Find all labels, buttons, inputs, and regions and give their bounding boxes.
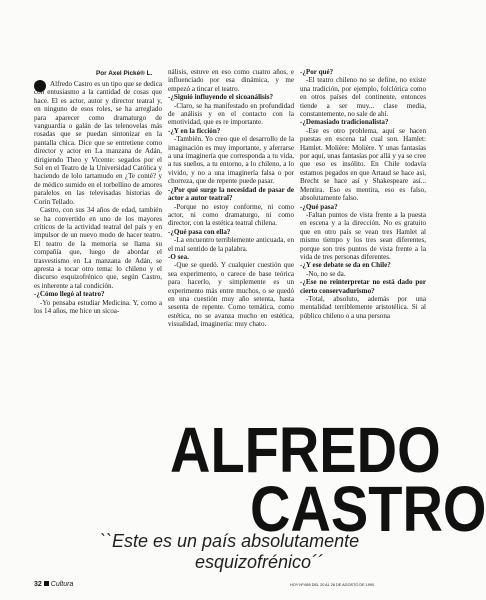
paragraph: -La encuentro terriblemente anticuada, en el mal sentido de la palabra. [168, 236, 294, 253]
pull-quote-line-1: ``Este es un país absolutamente [100, 531, 360, 551]
paragraph: -Que se quedó. Y cualquier cuestión que sea experimento, o carece de base teórica para hacerlo, y simplemente es un experimento más entre muchos, o se quedó en una cuestión muy año setenta, hasta sesenta de repente. Como temática, como estética, no se avanza mucho en estética, visualidad, imaginería: muy chato. [168, 261, 294, 329]
interview-question: -¿Ese no reinterpretar no está dado por cierto conservadurismo? [300, 278, 426, 295]
page-footer [34, 581, 73, 588]
column-2 [168, 68, 294, 329]
paragraph: -Total, absoluto, además por una mentalidad terriblemente aristotélica. Si al público chileno o a una persona [300, 294, 426, 320]
headline-line-2: CASTRO [250, 472, 486, 545]
paragraph: -También. Yo creo que el desarrollo de la imaginación es muy importante, y aferrarse a una imaginería que corresponda a tu vida, a tus sueños, a tu entorno, a lo chileno, a lo vivido, y no a una imaginería falsa o por chorreza, que de repente puede pasar. [168, 135, 294, 186]
interview-question: -¿Cómo llegó al teatro? [34, 290, 105, 299]
paragraph: -No, no se da. [306, 269, 346, 278]
interview-question: -¿Siguió influyendo el sicoanálisis? [168, 93, 274, 102]
paragraph: Alfredo Castro es un tipo que se dedica con entusiasmo a la cantidad de cosas que hace. El es actor, autor y director teatral y, en ninguno de esos roles, se ha arreglado para aparecer como dramaturgo de vanguardia o galán de las telenovelas más rosadas que se puedan sintonizar en la pantalla chica. Dice que se entretiene como director y actor en La manzana de Adán, dirigiendo Theo y Vicente: segados por el Sol en el Teatro de la Universidad Católica y haciendo de lolo tartamudo en ¿Te conté? y de médico sumido en el torbellino de amores paralelos en las televisadas historias de Corín Tellado. [34, 80, 162, 206]
interview-question: -¿Qué pasa? [300, 202, 338, 211]
column-3 [300, 68, 426, 320]
paragraph: -Claro, se ha manifestado en profundidad de análisis y en el contacto con la emotividad, que es re importante. [168, 101, 294, 127]
section-name: Cultura [50, 581, 74, 588]
interview-question: -¿Qué pasa con ella? [168, 227, 231, 236]
interview-question: -¿Por qué? [300, 68, 334, 76]
paragraph: -Yo pensaba estudiar Medicina. Y, como a los 14 años, me hice un sicoa- [34, 298, 162, 315]
column-1 [34, 80, 162, 315]
page-number: 32 [34, 581, 42, 588]
interview-question: -¿Demasiado tradicionalista? [300, 118, 389, 127]
issue-info: HOY Nº 669 DEL 20 AL 26 DE AGOSTO DE 1990 [290, 583, 375, 587]
headline-line-1: ALFREDO [170, 413, 441, 486]
paragraph: -Porque no estoy conforme, ni como actor, ni como dramaturgo, ni como director, con la estética teatral chilena. [168, 202, 294, 228]
byline: Por Axel Pické® L. [96, 70, 153, 77]
paragraph: -Faltan puntos de vista frente a la puesta en escena y a la dirección. No es gratuito que en otro país se vean tres Hamlet al mismo tiempo y los tres sean diferentes, porque son tres puntos de vista frente a la vida de tres personas diferentes. [300, 210, 426, 261]
paragraph: nálisis, estuve en eso como cuatro años, e influenciado por esa dinámica, y me empezó a tincar el teatro. [168, 68, 294, 93]
square-marker [44, 581, 49, 586]
interview-question: -¿Y en la ficción? [168, 126, 221, 135]
pull-quote-line-2: esquizofrénico´´ [195, 552, 324, 572]
interview-question: -O sea. [168, 252, 189, 261]
paragraph: -El teatro chileno no se define, no existe una tradición, por ejemplo, folclórica como en otros países del continente, entonces tiende a ser muy... clase media, constantemente, no sale de ahí. [300, 76, 426, 119]
interview-question: -¿Por qué surge la necesidad de pasar de actor a autor teatral? [168, 185, 294, 203]
paragraph: Castro, con sus 34 años de edad, también se ha convertido en uno de los mayores críticos de la actividad teatral del país y en impulsor de un nuevo modo de hacer teatro. El teatro de la memoria se llama su compañía que, luego de abordar el trasvestismo en La manzana de Adán, se apresta a tocar otro tema: lo chileno y el discurso esquizofrénico que, según Castro, es inherente a tal condición. [34, 206, 162, 290]
paragraph: -Ese es otro problema, aquí se hacen puestas en escena tal cual son. Hamlet: Hamlet. Molière: Molière. Y unas fantasías por aquí, unas fantasías por allá y ya se cree que eso es insólito. En Chile todavía estamos pegados en que Artaud se hace así, Brecht se hace así y Shakespeare así... Mentira. Eso es mentira, eso es falso, absolutamente falso. [300, 126, 426, 203]
interview-question: -¿Y ese debate se da en Chile? [300, 261, 391, 270]
